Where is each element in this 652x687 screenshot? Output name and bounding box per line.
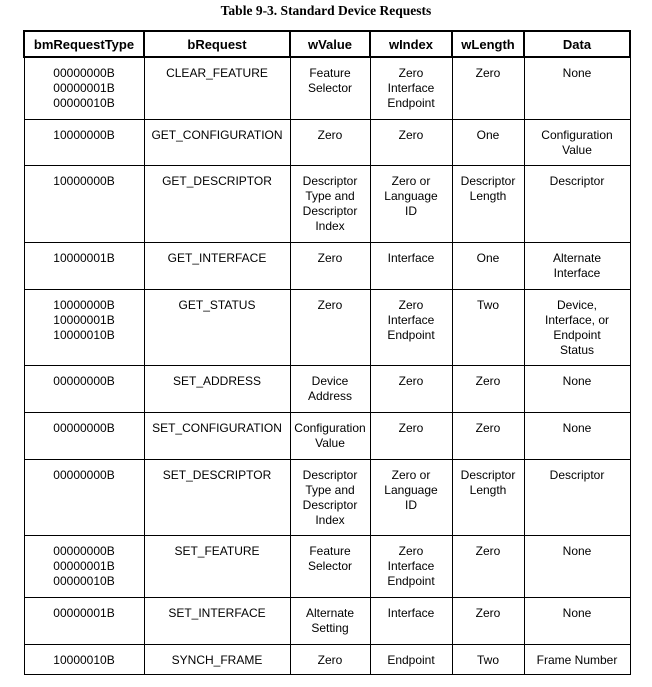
cell-line: Interface, or	[544, 312, 610, 327]
cell-bmrequesttype	[24, 57, 144, 119]
cell-line: Alternate	[305, 605, 355, 620]
table-header-row	[24, 31, 630, 57]
cell-bmrequesttype	[24, 535, 144, 597]
standard-device-requests-table	[23, 30, 631, 675]
cell-wlength	[452, 289, 524, 365]
cell-brequest	[144, 119, 290, 165]
cell-line: 00000001B	[53, 81, 115, 95]
cell-line: Two	[476, 652, 499, 667]
cell-wvalue	[290, 459, 370, 535]
cell-bmrequesttype	[24, 165, 144, 242]
cell-data	[524, 535, 630, 597]
cell-line: Device,	[556, 297, 597, 312]
cell-line: One	[476, 250, 500, 265]
table-row	[24, 289, 630, 365]
cell-wlength	[452, 365, 524, 412]
cell-line: Descriptor	[549, 467, 605, 482]
cell-line: SET_DESCRIPTOR	[162, 467, 272, 482]
cell-line: 00000000B	[53, 373, 115, 388]
cell-line: 10000001B	[53, 250, 115, 265]
column-header-data: Data	[524, 31, 630, 57]
cell-wvalue	[290, 119, 370, 165]
table-caption: Table 9-3. Standard Device Requests	[220, 3, 432, 18]
cell-line: Zero	[398, 420, 424, 435]
cell-line: Descriptor	[302, 497, 358, 512]
cell-wlength	[452, 597, 524, 644]
cell-wvalue	[290, 597, 370, 644]
cell-data	[524, 412, 630, 459]
cell-wvalue	[290, 242, 370, 289]
cell-line: Two	[476, 297, 499, 312]
cell-line: 10000001B	[53, 312, 115, 327]
cell-bmrequesttype	[24, 597, 144, 644]
cell-line: 10000010B	[53, 652, 115, 667]
cell-wlength	[452, 644, 524, 674]
cell-windex	[370, 289, 452, 365]
cell-line: Selector	[307, 558, 353, 573]
cell-line: Zero	[398, 127, 424, 142]
cell-wvalue	[290, 644, 370, 674]
cell-line: Endpoint	[387, 573, 435, 588]
cell-line: None	[562, 605, 592, 620]
table-row	[24, 165, 630, 242]
cell-line: 00000000B	[53, 467, 115, 482]
cell-brequest	[144, 597, 290, 644]
cell-windex	[370, 165, 452, 242]
cell-line: Descriptor	[302, 467, 358, 482]
cell-line: Selector	[307, 81, 353, 95]
cell-line: GET_INTERFACE	[167, 250, 267, 265]
cell-wvalue	[290, 412, 370, 459]
cell-line: Address	[307, 388, 353, 403]
table-row	[24, 412, 630, 459]
cell-line: Zero	[398, 543, 424, 558]
cell-line: GET_STATUS	[178, 297, 256, 312]
cell-bmrequesttype	[24, 412, 144, 459]
cell-data	[524, 242, 630, 289]
cell-brequest	[144, 289, 290, 365]
cell-brequest	[144, 412, 290, 459]
cell-line: Zero	[475, 543, 501, 558]
cell-wvalue	[290, 365, 370, 412]
cell-wlength	[452, 119, 524, 165]
cell-line: SYNCH_FRAME	[171, 652, 263, 667]
cell-line: Frame Number	[536, 652, 618, 667]
column-header-bmrequesttype: bmRequestType	[24, 31, 144, 57]
cell-line: Endpoint	[553, 327, 601, 342]
cell-line: Interface	[387, 605, 435, 620]
cell-brequest	[144, 165, 290, 242]
cell-wlength	[452, 57, 524, 119]
cell-line: 00000000B	[53, 66, 115, 80]
cell-line: Interface	[387, 250, 435, 265]
cell-line: CLEAR_FEATURE	[166, 66, 268, 80]
cell-brequest	[144, 644, 290, 674]
cell-line: Value	[562, 142, 592, 157]
cell-windex	[370, 535, 452, 597]
cell-wvalue	[290, 289, 370, 365]
cell-line: Interface	[553, 265, 601, 280]
cell-line: None	[562, 420, 592, 435]
cell-line: SET_ADDRESS	[172, 373, 262, 388]
cell-wlength	[452, 242, 524, 289]
cell-line: ID	[405, 203, 417, 218]
cell-bmrequesttype	[24, 644, 144, 674]
cell-line: SET_FEATURE	[174, 543, 260, 558]
table-row	[24, 242, 630, 289]
cell-line: Endpoint	[387, 327, 435, 342]
cell-line: Zero	[475, 420, 501, 435]
column-header-windex: wIndex	[370, 31, 452, 57]
table-row	[24, 644, 630, 674]
table-row	[24, 535, 630, 597]
cell-line: Value	[315, 435, 345, 450]
cell-line: Type and	[305, 188, 355, 203]
cell-line: One	[476, 127, 500, 142]
cell-line: 00000010B	[53, 96, 115, 110]
cell-line: Zero	[317, 297, 343, 312]
cell-line: None	[562, 66, 592, 80]
cell-line: Zero	[475, 373, 501, 388]
cell-line: 00000001B	[53, 605, 115, 620]
table-row	[24, 57, 630, 119]
cell-line: Descriptor	[302, 203, 358, 218]
cell-line: 10000000B	[53, 173, 115, 188]
cell-line: Descriptor	[460, 173, 516, 188]
cell-data	[524, 365, 630, 412]
cell-line: Zero	[398, 373, 424, 388]
cell-line: Zero	[475, 66, 501, 80]
cell-wlength	[452, 412, 524, 459]
table-body	[24, 57, 630, 674]
cell-line: 00000001B	[53, 558, 115, 573]
cell-line: ID	[405, 497, 417, 512]
cell-line: Type and	[305, 482, 355, 497]
cell-line: Index	[315, 512, 345, 527]
cell-line: 00000000B	[53, 420, 115, 435]
cell-data	[524, 597, 630, 644]
cell-bmrequesttype	[24, 365, 144, 412]
cell-line: Zero	[398, 66, 424, 80]
cell-windex	[370, 412, 452, 459]
cell-windex	[370, 597, 452, 644]
cell-data	[524, 165, 630, 242]
cell-windex	[370, 459, 452, 535]
cell-line: 10000010B	[53, 327, 115, 342]
table-row	[24, 597, 630, 644]
cell-line: 00000010B	[53, 573, 115, 588]
cell-line: SET_CONFIGURATION	[152, 420, 282, 435]
cell-line: Device	[311, 373, 349, 388]
cell-line: Interface	[387, 81, 435, 95]
cell-brequest	[144, 365, 290, 412]
cell-brequest	[144, 57, 290, 119]
cell-line: Alternate	[552, 250, 602, 265]
cell-windex	[370, 644, 452, 674]
cell-line: Zero	[317, 250, 343, 265]
cell-line: Zero	[317, 652, 343, 667]
cell-windex	[370, 57, 452, 119]
cell-line: Length	[469, 482, 507, 497]
cell-line: Status	[559, 342, 595, 357]
cell-line: Zero or	[391, 467, 431, 482]
cell-line: Index	[315, 218, 345, 233]
cell-data	[524, 459, 630, 535]
cell-line: Feature	[309, 66, 351, 80]
cell-line: 00000000B	[53, 543, 115, 558]
cell-line: None	[562, 373, 592, 388]
column-header-wvalue: wValue	[290, 31, 370, 57]
cell-line: Descriptor	[549, 173, 605, 188]
cell-brequest	[144, 242, 290, 289]
cell-brequest	[144, 535, 290, 597]
cell-windex	[370, 242, 452, 289]
cell-windex	[370, 119, 452, 165]
cell-line: Zero	[475, 605, 501, 620]
cell-line: Descriptor	[302, 173, 358, 188]
cell-wvalue	[290, 57, 370, 119]
cell-wlength	[452, 535, 524, 597]
cell-line: Setting	[311, 620, 349, 635]
cell-line: Descriptor	[460, 467, 516, 482]
cell-line: Language	[384, 482, 438, 497]
cell-line: Endpoint	[387, 96, 435, 110]
cell-line: Zero	[398, 297, 424, 312]
cell-brequest	[144, 459, 290, 535]
cell-windex	[370, 365, 452, 412]
cell-line: Interface	[387, 558, 435, 573]
table-row	[24, 365, 630, 412]
cell-line: 10000000B	[53, 127, 115, 142]
column-header-wlength: wLength	[452, 31, 524, 57]
cell-data	[524, 289, 630, 365]
cell-line: GET_CONFIGURATION	[151, 127, 283, 142]
table-row	[24, 459, 630, 535]
cell-line: Configuration	[541, 127, 613, 142]
cell-line: Zero	[317, 127, 343, 142]
table-row	[24, 119, 630, 165]
cell-line: Feature	[309, 543, 351, 558]
cell-line: Language	[384, 188, 438, 203]
cell-line: Length	[469, 188, 507, 203]
cell-line: Configuration	[294, 420, 366, 435]
cell-bmrequesttype	[24, 459, 144, 535]
cell-line: 10000000B	[53, 297, 115, 312]
cell-data	[524, 644, 630, 674]
column-header-brequest: bRequest	[144, 31, 290, 57]
cell-data	[524, 119, 630, 165]
cell-line: SET_INTERFACE	[168, 605, 266, 620]
cell-wvalue	[290, 165, 370, 242]
cell-line: None	[562, 543, 592, 558]
cell-bmrequesttype	[24, 289, 144, 365]
cell-bmrequesttype	[24, 119, 144, 165]
cell-line: Endpoint	[387, 652, 435, 667]
cell-line: GET_DESCRIPTOR	[162, 173, 272, 188]
cell-line: Zero or	[391, 173, 431, 188]
cell-line: Interface	[387, 312, 435, 327]
cell-wlength	[452, 459, 524, 535]
cell-data	[524, 57, 630, 119]
cell-bmrequesttype	[24, 242, 144, 289]
cell-wvalue	[290, 535, 370, 597]
cell-wlength	[452, 165, 524, 242]
